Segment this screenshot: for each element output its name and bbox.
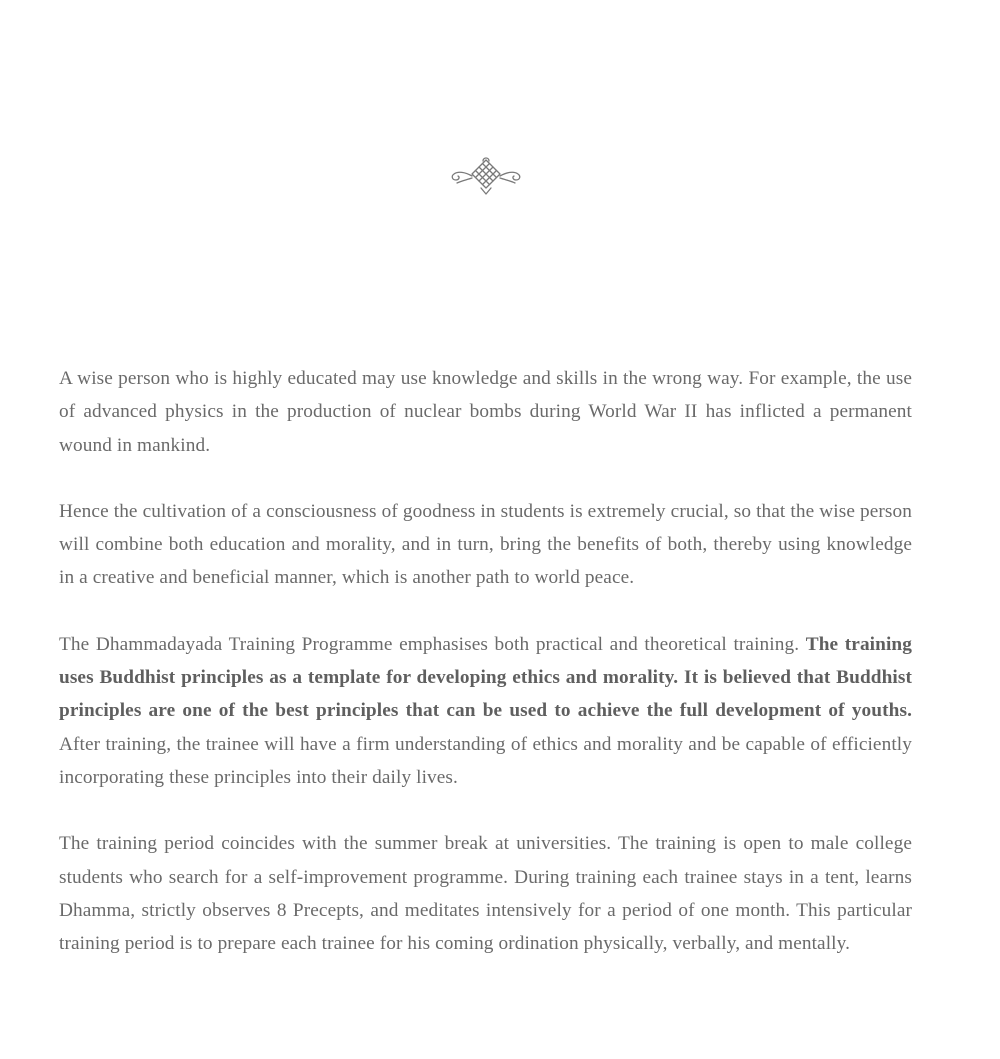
paragraph-wise-person: A wise person who is highly educated may use knowledge and skills in the wrong way. For example, the use of advanced physics in the production of nuclear bombs during World War II has inflicted a permanent wound in mankind. bbox=[59, 368, 912, 456]
paragraph-closing-text: After training, the trainee will have a firm understanding of ethics and morality and be capable of efficiently incorporating these principles into their daily lives. bbox=[59, 733, 912, 788]
paragraph-consciousness-of-goodness: Hence the cultivation of a consciousness of goodness in students is extremely crucial, so that the wise person will combine both education and morality, and in turn, bring the benefits of both, thereby using knowledge in a creative and beneficial manner, which is another path to world peace. bbox=[59, 500, 912, 589]
paragraph-intro-text: The Dhammadayada Training Programme emphasises both practical and theoretical training. bbox=[59, 633, 806, 655]
paragraph-training-programme bbox=[59, 628, 912, 794]
paragraph-training-period: The training period coincides with the summer break at universities. The training is open to male college students who search for a self-improvement programme. During training each trainee stays in a tent, learns Dhamma, strictly observes 8 Precepts, and meditates intensively for a period of one month. This particular training period is to prepare each trainee for his coming ordination physically, verbally, and mentally. bbox=[59, 833, 912, 955]
endless-knot-flourish-icon bbox=[447, 156, 525, 196]
article-body bbox=[59, 362, 912, 993]
paragraph-bold-emphasis: The training uses Buddhist principles as a template for developing ethics and morality. It is believed that Buddhist principles are one of the best principles that can be used to achieve the full development of youths. bbox=[59, 633, 912, 722]
